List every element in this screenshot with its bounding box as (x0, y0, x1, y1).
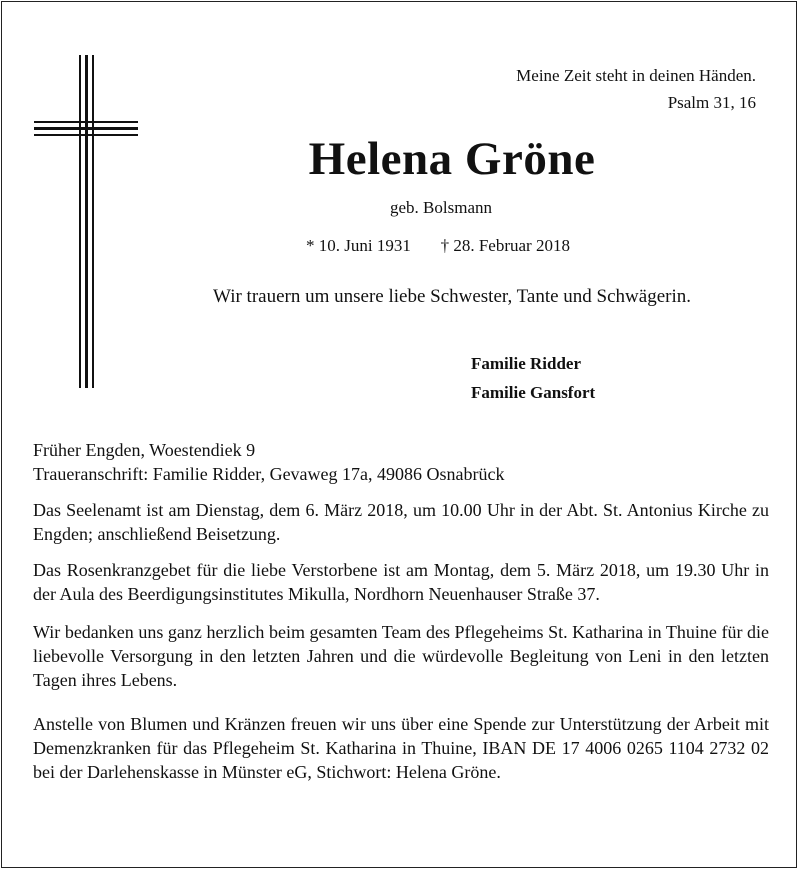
thanks-text: Wir bedanken uns ganz herzlich beim gesamten Team des Pflegeheims St. Katharina in Thuine für die liebevolle Versorgung in den letzten Jahren und die würdevolle Begleitung von Leni in den letzten Tagen ihres Lebens. (33, 622, 769, 690)
rosary-info: Das Rosenkranzgebet für die liebe Verstorbene ist am Montag, dem 5. März 2018, um 19.30 Uhr in der Aula des Beerdigungsinstitutes Mikulla, Nordhorn Neuenhauser Straße 37. (33, 560, 769, 604)
notice-body (33, 438, 769, 784)
former-address: Früher Engden, Woestendiek 9 (33, 440, 256, 460)
mourners (471, 349, 595, 407)
birth-date: * 10. Juni 1931 (306, 236, 411, 255)
life-dates (306, 236, 570, 256)
quote-reference: Psalm 31, 16 (667, 93, 756, 112)
birth-name: geb. Bolsmann (390, 198, 492, 217)
quote-text: Meine Zeit steht in deinen Händen. (516, 66, 756, 85)
death-date: † 28. Februar 2018 (440, 236, 570, 255)
mourning-text: Wir trauern um unsere liebe Schwester, Tante und Schwägerin. (213, 286, 691, 307)
deceased-name: Helena Gröne (308, 133, 596, 185)
cross-icon (34, 55, 138, 388)
family-name: Familie Ridder (471, 354, 582, 373)
psalm-quote (516, 62, 756, 116)
mourning-address: Traueranschrift: Familie Ridder, Gevaweg 17a, 49086 Osnabrück (33, 464, 505, 484)
donation-text: Anstelle von Blumen und Kränzen freuen wir uns über eine Spende zur Unterstützung der Arbeit mit Demenzkranken für das Pflegeheim St. Katharina in Thuine, IBAN DE 17 4006 0265 1104 2732 02 bei der Darlehenskasse in Münster eG, Stichwort: Helena Gröne. (33, 714, 769, 782)
requiem-info: Das Seelenamt ist am Dienstag, dem 6. März 2018, um 10.00 Uhr in der Abt. St. Antonius Kirche zu Engden; anschließend Beisetzung. (33, 500, 769, 544)
family-name: Familie Gansfort (471, 383, 596, 402)
